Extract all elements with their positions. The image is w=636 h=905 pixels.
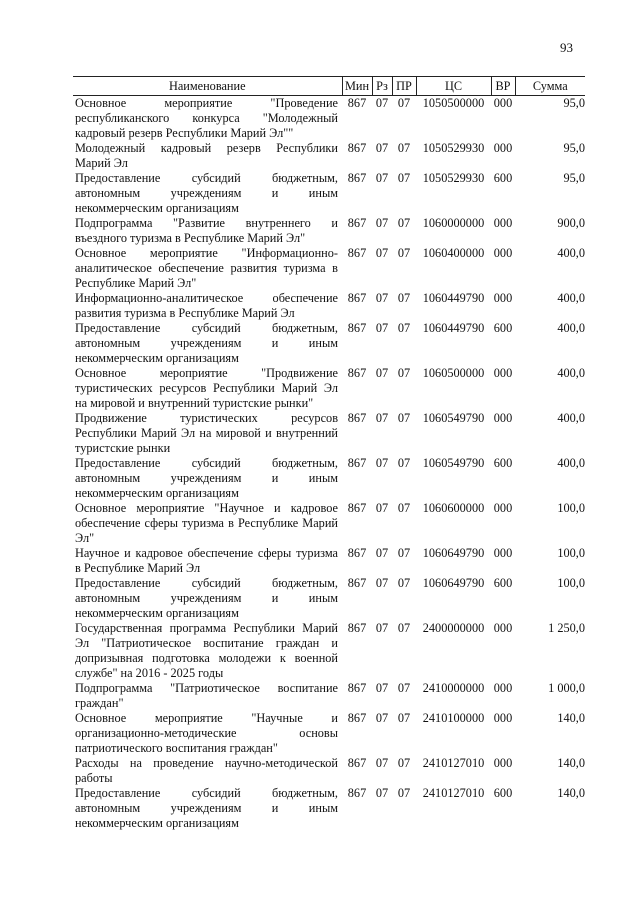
cell-cs: 1060600000	[422, 501, 485, 515]
cell-rz: 07	[375, 786, 389, 800]
cell-sum: 95,0	[563, 171, 585, 185]
cell-pr: 07	[397, 621, 411, 635]
cell-cs: 2410127010	[422, 786, 485, 800]
cell-name: Предоставление субсидий бюджетным, автономным учреждениям и иным некоммерческим организациям	[75, 321, 338, 365]
cell-rz: 07	[375, 411, 389, 425]
cell-vr: 600	[493, 171, 513, 185]
cell-pr: 07	[397, 756, 411, 770]
cell-pr: 07	[397, 216, 411, 230]
table-row	[73, 321, 585, 366]
cell-sum: 140,0	[557, 711, 585, 725]
cell-vr: 000	[493, 711, 513, 725]
cell-min: 867	[347, 321, 367, 335]
cell-rz: 07	[375, 621, 389, 635]
cell-sum: 400,0	[557, 321, 585, 335]
cell-min: 867	[347, 96, 367, 110]
cell-vr: 000	[493, 246, 513, 260]
cell-min: 867	[347, 246, 367, 260]
cell-min: 867	[347, 501, 367, 515]
cell-sum: 100,0	[557, 501, 585, 515]
cell-sum: 140,0	[557, 786, 585, 800]
cell-vr: 000	[493, 546, 513, 560]
cell-cs: 1060000000	[422, 216, 485, 230]
cell-pr: 07	[397, 291, 411, 305]
header-rz: Рз	[372, 77, 392, 96]
cell-name: Основное мероприятие "Информационно-аналитическое обеспечение развития туризма в Республике Марий Эл"	[75, 246, 338, 290]
cell-vr: 000	[493, 291, 513, 305]
cell-name: Предоставление субсидий бюджетным, автономным учреждениям и иным некоммерческим организациям	[75, 786, 338, 830]
cell-pr: 07	[397, 411, 411, 425]
cell-vr: 000	[493, 756, 513, 770]
cell-cs: 1060649790	[422, 546, 485, 560]
header-vr: ВР	[491, 77, 515, 96]
header-name: Наименование	[73, 77, 342, 96]
cell-sum: 400,0	[557, 246, 585, 260]
cell-rz: 07	[375, 456, 389, 470]
cell-sum: 400,0	[557, 291, 585, 305]
cell-sum: 400,0	[557, 366, 585, 380]
table-row	[73, 786, 585, 831]
cell-name: Расходы на проведение научно-методической работы	[75, 756, 338, 785]
cell-sum: 400,0	[557, 411, 585, 425]
table-row	[73, 501, 585, 546]
cell-name: Предоставление субсидий бюджетным, автономным учреждениям и иным некоммерческим организациям	[75, 456, 338, 500]
cell-pr: 07	[397, 141, 411, 155]
page-number: 93	[560, 40, 573, 55]
cell-name: Научное и кадровое обеспечение сферы туризма в Республике Марий Эл	[75, 546, 338, 575]
cell-cs: 2410127010	[422, 756, 485, 770]
cell-sum: 100,0	[557, 546, 585, 560]
table-row	[73, 456, 585, 501]
cell-name: Основное мероприятие "Научные и организационно-методические основы патриотического воспитания граждан"	[75, 711, 338, 755]
cell-name: Основное мероприятие "Продвижение туристических ресурсов Республики Марий Эл на мировой и внутренний туристские рынки"	[75, 366, 338, 410]
cell-rz: 07	[375, 171, 389, 185]
table-row	[73, 366, 585, 411]
cell-pr: 07	[397, 246, 411, 260]
table-row	[73, 96, 585, 142]
cell-pr: 07	[397, 171, 411, 185]
cell-pr: 07	[397, 321, 411, 335]
cell-vr: 000	[493, 366, 513, 380]
cell-pr: 07	[397, 456, 411, 470]
cell-sum: 95,0	[563, 141, 585, 155]
cell-cs: 1060449790	[422, 291, 485, 305]
cell-name: Информационно-аналитическое обеспечение развития туризма в Республике Марий Эл	[75, 291, 338, 320]
cell-rz: 07	[375, 546, 389, 560]
budget-table	[73, 76, 585, 831]
cell-vr: 000	[493, 621, 513, 635]
cell-rz: 07	[375, 711, 389, 725]
cell-name: Предоставление субсидий бюджетным, автономным учреждениям и иным некоммерческим организациям	[75, 171, 338, 215]
cell-rz: 07	[375, 246, 389, 260]
table-row	[73, 621, 585, 681]
cell-cs: 1060400000	[422, 246, 485, 260]
table-header	[73, 77, 585, 96]
cell-cs: 2410000000	[422, 681, 485, 695]
cell-pr: 07	[397, 681, 411, 695]
cell-rz: 07	[375, 366, 389, 380]
cell-name: Основное мероприятие "Проведение республиканского конкурса "Молодежный кадровый резерв Республики Марий Эл""	[75, 96, 338, 140]
cell-cs: 2400000000	[422, 621, 485, 635]
cell-cs: 1060549790	[422, 456, 485, 470]
cell-cs: 1060449790	[422, 321, 485, 335]
table-row	[73, 576, 585, 621]
cell-cs: 1050529930	[422, 171, 485, 185]
table-row	[73, 756, 585, 786]
cell-vr: 000	[493, 216, 513, 230]
cell-pr: 07	[397, 711, 411, 725]
table-row	[73, 141, 585, 171]
header-min: Мин	[342, 77, 372, 96]
cell-cs: 1060500000	[422, 366, 485, 380]
cell-pr: 07	[397, 366, 411, 380]
table-row	[73, 171, 585, 216]
cell-min: 867	[347, 171, 367, 185]
cell-rz: 07	[375, 321, 389, 335]
cell-sum: 100,0	[557, 576, 585, 590]
cell-min: 867	[347, 366, 367, 380]
cell-min: 867	[347, 546, 367, 560]
cell-name: Подпрограмма "Развитие внутреннего и въездного туризма в Республике Марий Эл"	[75, 216, 338, 245]
cell-rz: 07	[375, 576, 389, 590]
cell-min: 867	[347, 216, 367, 230]
cell-sum: 140,0	[557, 756, 585, 770]
cell-sum: 1 000,0	[548, 681, 585, 695]
cell-rz: 07	[375, 141, 389, 155]
cell-min: 867	[347, 681, 367, 695]
cell-pr: 07	[397, 501, 411, 515]
cell-vr: 000	[493, 141, 513, 155]
table-row	[73, 711, 585, 756]
cell-vr: 000	[493, 501, 513, 515]
cell-pr: 07	[397, 576, 411, 590]
table-row	[73, 681, 585, 711]
cell-rz: 07	[375, 96, 389, 110]
cell-sum: 95,0	[563, 96, 585, 110]
cell-cs: 1060549790	[422, 411, 485, 425]
cell-name: Молодежный кадровый резерв Республики Марий Эл	[75, 141, 338, 170]
table-row	[73, 291, 585, 321]
cell-cs: 1050500000	[422, 96, 485, 110]
cell-sum: 1 250,0	[548, 621, 585, 635]
cell-rz: 07	[375, 291, 389, 305]
cell-name: Подпрограмма "Патриотическое воспитание граждан"	[75, 681, 338, 710]
cell-rz: 07	[375, 681, 389, 695]
cell-vr: 600	[493, 321, 513, 335]
table-row	[73, 546, 585, 576]
cell-vr: 000	[493, 411, 513, 425]
cell-min: 867	[347, 756, 367, 770]
cell-min: 867	[347, 291, 367, 305]
cell-vr: 000	[493, 681, 513, 695]
cell-min: 867	[347, 711, 367, 725]
header-sum: Сумма	[515, 77, 585, 96]
cell-name: Продвижение туристических ресурсов Республики Марий Эл на мировой и внутренний туристские рынки	[75, 411, 338, 455]
cell-cs: 2410100000	[422, 711, 485, 725]
header-pr: ПР	[392, 77, 416, 96]
cell-vr: 600	[493, 576, 513, 590]
cell-min: 867	[347, 456, 367, 470]
cell-min: 867	[347, 621, 367, 635]
table-body	[73, 96, 585, 832]
cell-cs: 1060649790	[422, 576, 485, 590]
cell-vr: 600	[493, 786, 513, 800]
cell-pr: 07	[397, 546, 411, 560]
cell-min: 867	[347, 141, 367, 155]
header-cs: ЦС	[416, 77, 491, 96]
cell-pr: 07	[397, 96, 411, 110]
cell-name: Предоставление субсидий бюджетным, автономным учреждениям и иным некоммерческим организациям	[75, 576, 338, 620]
table-row	[73, 411, 585, 456]
cell-min: 867	[347, 786, 367, 800]
cell-rz: 07	[375, 756, 389, 770]
cell-min: 867	[347, 576, 367, 590]
cell-min: 867	[347, 411, 367, 425]
cell-cs: 1050529930	[422, 141, 485, 155]
cell-pr: 07	[397, 786, 411, 800]
cell-rz: 07	[375, 216, 389, 230]
cell-sum: 900,0	[557, 216, 585, 230]
table-row	[73, 216, 585, 246]
cell-rz: 07	[375, 501, 389, 515]
cell-sum: 400,0	[557, 456, 585, 470]
cell-vr: 000	[493, 96, 513, 110]
cell-vr: 600	[493, 456, 513, 470]
table-row	[73, 246, 585, 291]
cell-name: Основное мероприятие "Научное и кадровое обеспечение сферы туризма в Республике Марий Эл"	[75, 501, 338, 545]
cell-name: Государственная программа Республики Марий Эл "Патриотическое воспитание граждан и допризывная подготовка молодежи к военной службе" на 2016 - 2025 годы	[75, 621, 338, 680]
